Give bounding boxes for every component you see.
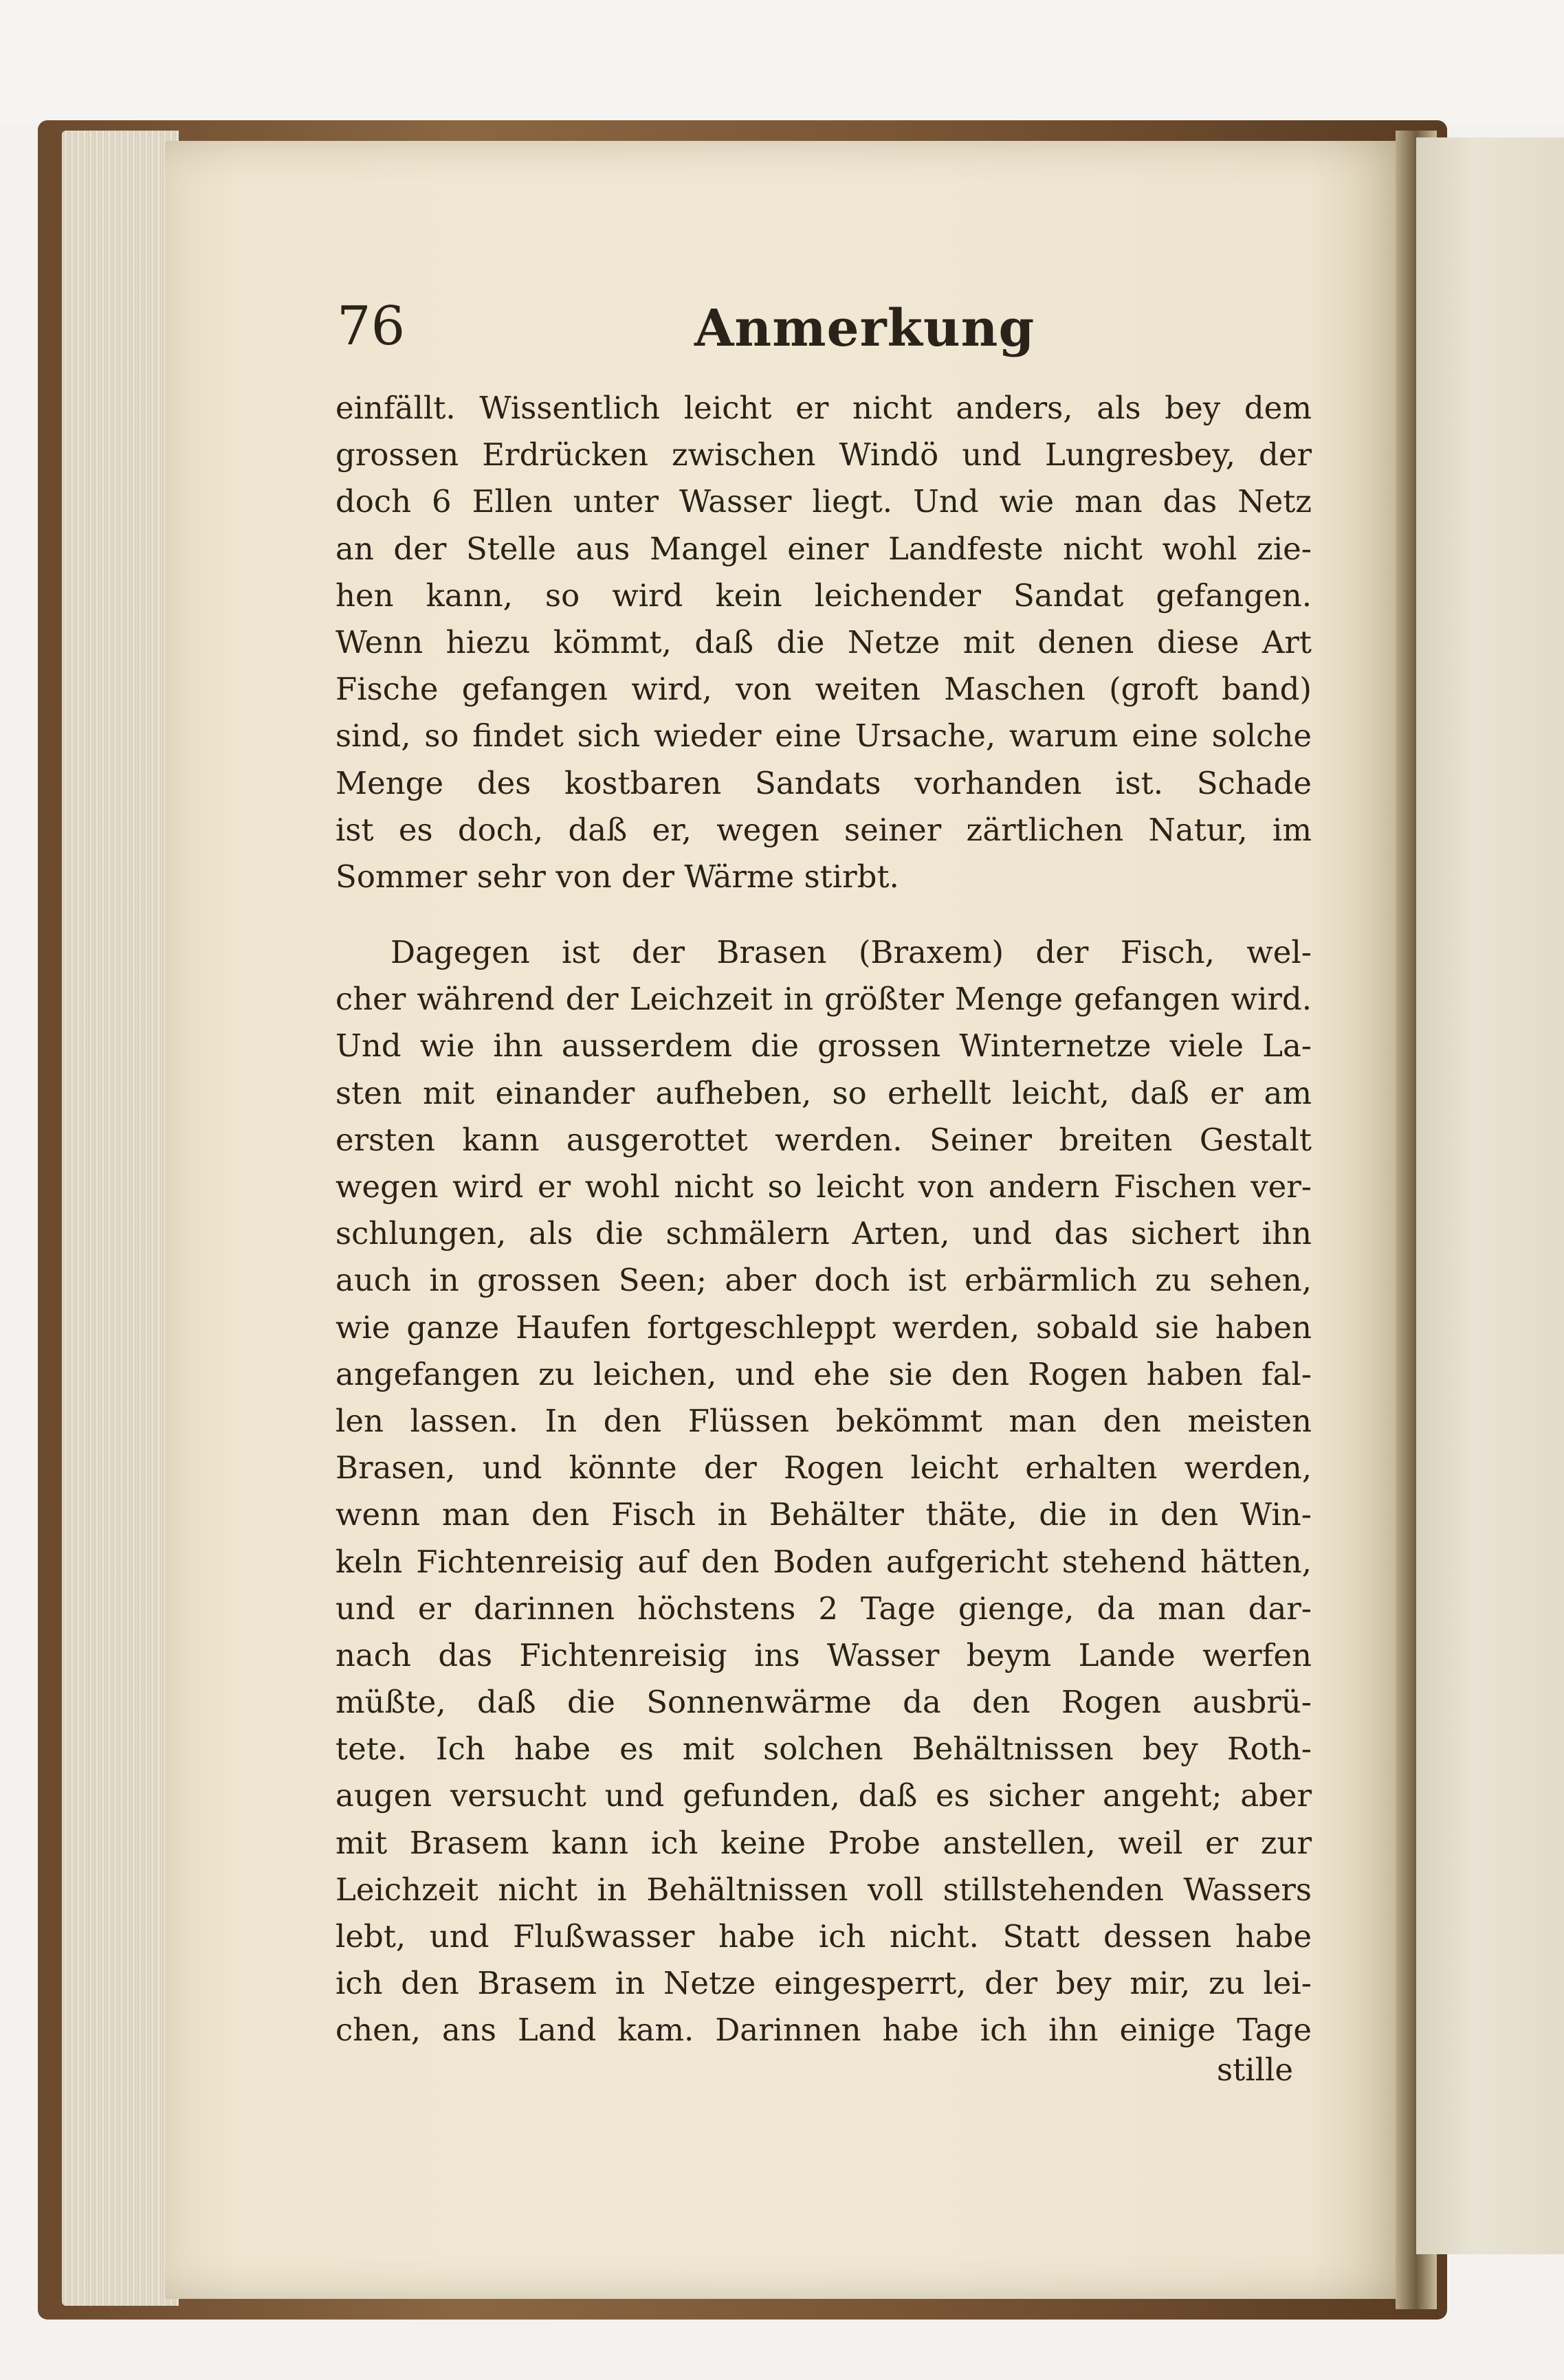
page-edges <box>62 131 179 2306</box>
background <box>0 0 1564 124</box>
text-line: cher während der Leichzeit in größter Menge gefangen wird. <box>335 981 1312 1018</box>
running-title: Anmerkung <box>694 299 1035 358</box>
text-line: wie ganze Haufen fortgeschleppt werden, sobald sie haben <box>335 1309 1312 1346</box>
text-line: müßte, daß die Sonnenwärme da den Rogen ausbrü- <box>335 1684 1312 1721</box>
text-line: hen kann, so wird kein leichender Sandat gefangen. <box>335 577 1312 614</box>
text-line: Leichzeit nicht in Behältnissen voll stillstehenden Wassers <box>335 1871 1312 1908</box>
text-line: chen, ans Land kam. Darinnen habe ich ihn einige Tage <box>335 2012 1312 2049</box>
page-header <box>337 296 1299 371</box>
text-line: nach das Fichtenreisig ins Wasser beym Lande werfen <box>335 1636 1312 1673</box>
text-line: mit Brasem kann ich keine Probe anstellen, weil er zur <box>335 1824 1312 1861</box>
text-line: Menge des kostbaren Sandats vorhanden ist. Schade <box>335 764 1312 801</box>
text-line: lebt, und Flußwasser habe ich nicht. Statt dessen habe <box>335 1918 1312 1955</box>
text-line: schlungen, als die schmälern Arten, und das sichert ihn <box>335 1215 1312 1252</box>
text-line: sten mit einander aufheben, so erhellt leicht, daß er am <box>335 1074 1312 1111</box>
text-line: ich den Brasem in Netze eingesperrt, der bey mir, zu lei- <box>335 1965 1312 2002</box>
text-line: Wenn hiezu kömmt, daß die Netze mit denen diese Art <box>335 623 1312 660</box>
text-line: Brasen, und könnte der Rogen leicht erhalten werden, <box>335 1449 1312 1487</box>
text-line: Und wie ihn ausserdem die grossen Winternetze viele La- <box>335 1027 1312 1065</box>
text-line: wenn man den Fisch in Behälter thäte, die in den Win- <box>335 1496 1312 1533</box>
text-line: Sommer sehr von der Wärme stirbt. <box>335 858 899 895</box>
facing-page-edge <box>1416 137 1564 2254</box>
page-number: 76 <box>337 296 406 357</box>
text-line: auch in grossen Seen; aber doch ist erbärmlich zu sehen, <box>335 1262 1312 1299</box>
paragraph <box>335 929 1312 2054</box>
text-line: Dagegen ist der Brasen (Braxem) der Fisch, wel- <box>390 934 1312 971</box>
catchword: stille <box>1217 2051 1293 2088</box>
text-line: doch 6 Ellen unter Wasser liegt. Und wie man das Netz <box>335 483 1312 520</box>
body-text <box>335 385 1312 2054</box>
text-line: an der Stelle aus Mangel einer Landfeste nicht wohl zie- <box>335 530 1312 567</box>
text-line: grossen Erdrücken zwischen Windö und Lungresbey, der <box>335 436 1312 474</box>
text-line: ist es doch, daß er, wegen seiner zärtlichen Natur, im <box>335 811 1312 848</box>
text-line: Fische gefangen wird, von weiten Maschen (groft band) <box>335 671 1312 708</box>
text-line: wegen wird er wohl nicht so leicht von andern Fischen ver- <box>335 1168 1312 1205</box>
text-line: len lassen. In den Flüssen bekömmt man den meisten <box>335 1402 1312 1439</box>
text-line: und er darinnen höchstens 2 Tage gienge, da man dar- <box>335 1590 1312 1627</box>
text-line: ersten kann ausgerottet werden. Seiner breiten Gestalt <box>335 1121 1312 1158</box>
text-line: sind, so findet sich wieder eine Ursache, warum eine solche <box>335 718 1312 755</box>
text-line: augen versucht und gefunden, daß es sicher angeht; aber <box>335 1777 1312 1814</box>
text-line: keln Fichtenreisig auf den Boden aufgericht stehend hätten, <box>335 1543 1312 1580</box>
text-line: tete. Ich habe es mit solchen Behältnissen bey Roth- <box>335 1731 1312 1768</box>
paragraph-gap <box>335 900 1312 929</box>
text-line: angefangen zu leichen, und ehe sie den Rogen haben fal- <box>335 1355 1312 1392</box>
text-line: einfällt. Wissentlich leicht er nicht anders, als bey dem <box>335 390 1312 426</box>
paragraph <box>335 385 1312 900</box>
